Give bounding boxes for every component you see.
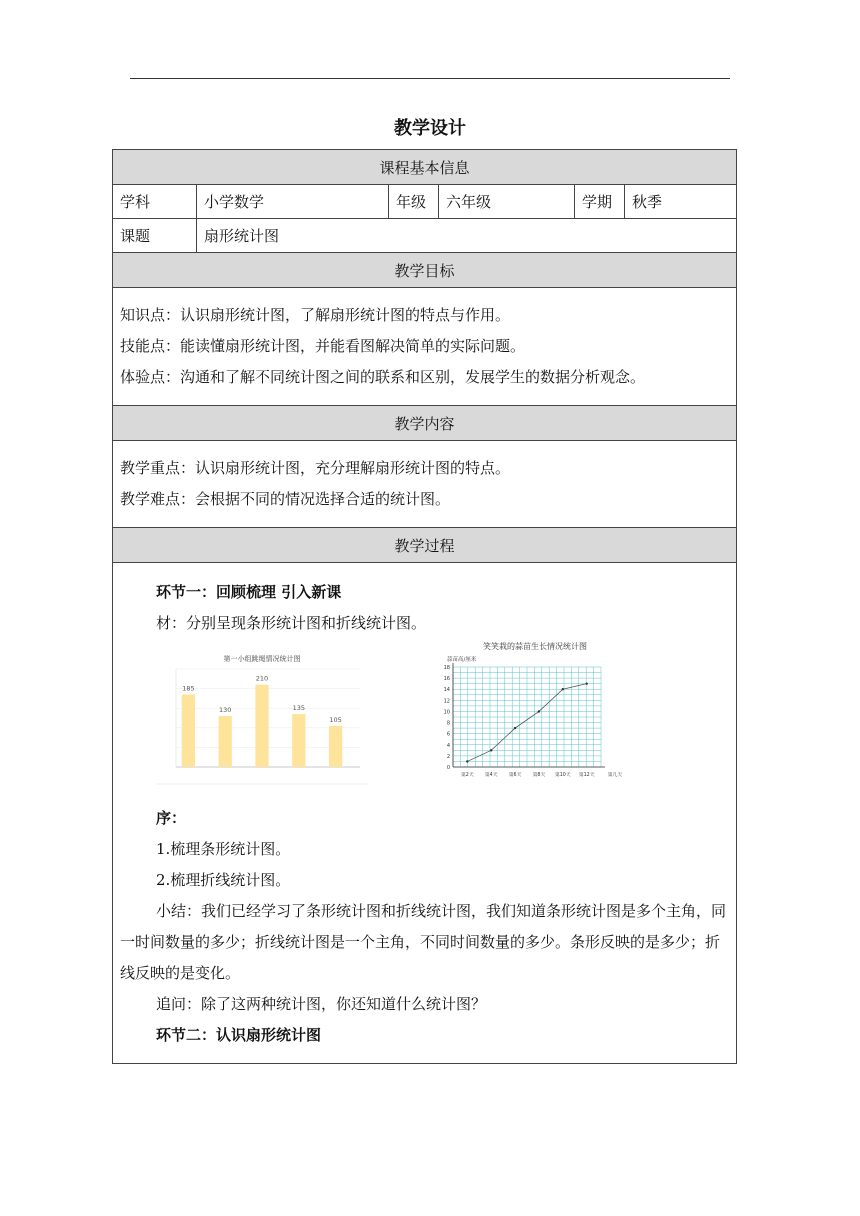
line-y-tick: 12 [443,698,450,705]
subject-label: 学科 [113,185,197,219]
line-point-6 [585,682,587,684]
line-y-tick: 4 [446,742,450,749]
line-point-2 [490,749,492,751]
step2-title: 环节二：认识扇形统计图 [156,1026,322,1044]
bar-4 [292,714,305,767]
section-header-basic-info: 课程基本信息 [113,150,737,185]
line-chart-title: 笑笑栽的蒜苗生长情况统计图 [483,642,587,651]
line-point-1 [466,760,468,762]
goal-skill: 技能点：能读懂扇形统计图，并能看图解决简单的实际问题。 [120,337,526,355]
document-title: 教学设计 [394,118,466,139]
order-item-1: 1.梳理条形统计图。 [156,840,291,858]
followup-text: 追问：除了这两种统计图，你还知道什么统计图？ [156,995,487,1013]
line-y-tick: 6 [446,731,450,738]
summary-text: 小结：我们已经学习了条形统计图和折线统计图，我们知道条形统计图是多个主角，同一时间数量的多少；折线统计图是一个主角，不同时间数量的多少。条形反映的是多少；折线反映的是变化。 [120,902,727,982]
bar-5 [329,726,342,767]
line-x-tick: 第12天 [578,773,595,778]
line-y-tick: 0 [446,765,450,771]
line-y-tick: 18 [443,665,450,671]
line-y-tick: 16 [443,676,450,683]
term-value: 秋季 [625,185,737,219]
bar-chart-title: 第一小组跳绳情况统计图 [223,655,301,663]
line-y-tick: 2 [446,753,450,760]
goal-knowledge: 知识点：认识扇形统计图，了解扇形统计图的特点与作用。 [120,306,511,324]
line-point-5 [562,688,564,690]
bar-value-label: 210 [255,674,269,683]
content-key-point: 教学重点：认识扇形统计图，充分理解扇形统计图的特点。 [120,459,511,477]
line-x-tick: 第几天 [607,773,623,778]
line-x-tick: 第10天 [554,773,571,778]
material-text: 材：分别呈现条形统计图和折线统计图。 [156,614,427,632]
bar-value-label: 185 [182,684,195,693]
grade-value: 六年级 [439,185,575,219]
bar-value-label: 130 [218,706,232,715]
line-x-tick: 第2天 [460,773,474,778]
bar-value-label: 105 [329,715,342,724]
line-x-tick: 第8天 [532,773,546,778]
goal-experience: 体验点：沟通和了解不同统计图之间的联系和区别，发展学生的数据分析观念。 [120,368,646,386]
line-y-tick: 14 [443,687,450,694]
line-x-tick: 第6天 [508,773,522,778]
grade-label: 年级 [389,185,439,219]
bar-chart [156,647,368,785]
goals-cell [113,288,737,406]
line-chart [435,637,635,787]
subject-value: 小学数学 [197,185,389,219]
term-label: 学期 [575,185,625,219]
section-header-process: 教学过程 [113,528,737,563]
header-rule [130,78,730,79]
line-chart-ylabel: 蒜苗高/厘米 [447,657,477,663]
step1-title: 环节一：回顾梳理 引入新课 [156,583,342,601]
line-point-4 [538,710,540,712]
topic-label: 课题 [113,219,197,253]
section-header-content: 教学内容 [113,406,737,441]
order-label: 序： [156,809,187,827]
line-x-tick: 第4天 [484,773,498,778]
bar-1 [182,694,195,767]
content-cell [113,441,737,528]
process-cell [113,563,737,1064]
bar-2 [219,716,232,767]
bar-3 [255,685,268,767]
bar-value-label: 135 [292,704,306,713]
charts-area [120,642,730,797]
line-y-tick: 8 [446,720,450,727]
order-item-2: 2.梳理折线统计图。 [156,871,291,889]
content-difficulty: 教学难点：会根据不同的情况选择合适的统计图。 [120,490,451,508]
line-point-3 [514,727,516,729]
lesson-design-table [112,149,737,1064]
section-header-goals: 教学目标 [113,253,737,288]
line-y-tick: 10 [443,709,450,716]
topic-value: 扇形统计图 [197,219,737,253]
